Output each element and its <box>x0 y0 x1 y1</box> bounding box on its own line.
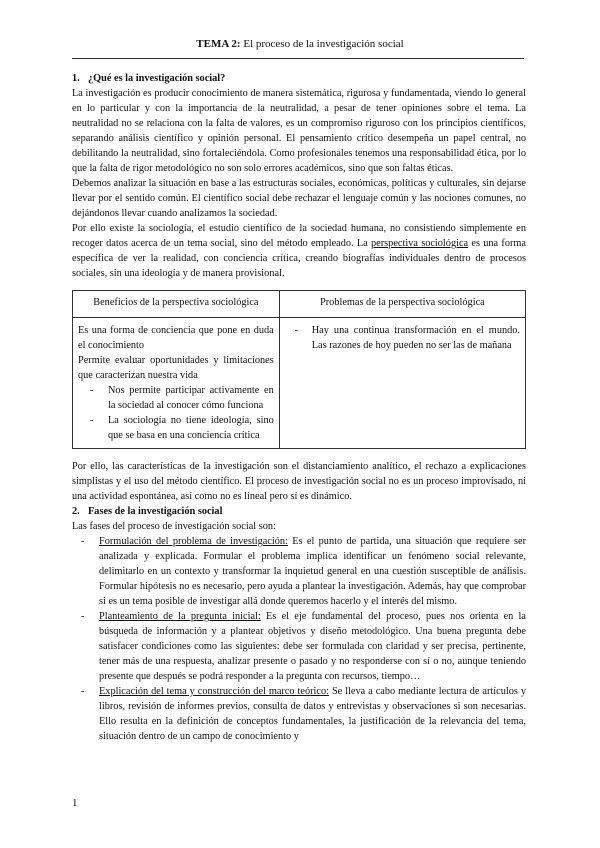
phase-text: Es el eje fundamental del proceso, pues nos orienta en la búsqueda de información y a plantear objetivos y diseño metodológico. Una buena pregunta debe satisfacer condiciones como las siguientes: debe ser formulada con claridad y ser precisa, pertinente, tener más de una respuesta, analizar presente o pasado y no responderse con sí o no, aunque teniendo presente que después se podrá responder a la pregunta con recursos, tiempo… <box>99 611 526 682</box>
benefits-header: Beneficios de la perspectiva sociológica <box>73 291 280 318</box>
dash-bullet: - <box>90 385 94 396</box>
sociology-text-after: es una forma específica de ver la realidad, con conciencia crítica, creando biografías individuales dentro de procesos sociales, sin una ideología y de manera provisional. <box>72 238 526 279</box>
list-item: - Hay una continua transformación en el mundo. Las razones de hoy pueden no ser las de mañana <box>294 325 520 351</box>
benefits-list <box>78 383 274 443</box>
document-body <box>72 71 526 744</box>
section1-paragraph-1: La investigación es producir conocimiento de manera sistemática, rigurosa y fundamentada, viendo lo general en lo particular y con la importancia de la neutralidad, a pesar de tener opiniones sobre el tema. La neutralidad no se relaciona con la falta de valores, es un compromiso riguroso con los principios científicos, separando análisis científico y opinión personal. El pensamiento crítico desempeña un papel central, no debilitando la neutralidad, sino fortaleciéndola. Como profesionales tenemos una responsabilidad ética, por lo que la falta de rigor metodológico no son solo errores académicos, sino que son faltas éticas. <box>72 88 526 174</box>
section1-number: 1. <box>72 73 80 84</box>
dash-bullet: - <box>294 325 299 336</box>
phase-item <box>72 684 526 744</box>
page-header <box>0 38 600 50</box>
sociology-text-before: Por ello existe la sociología, el estudio científico de la sociedad humana, no consistiendo simplemente en recoger datos acerca de un tema social, sino del método empleado. La <box>72 223 526 249</box>
phase-text: Es el punto de partida, una situación que requiere ser analizada y explicada. Formular el problema implica identificar un fenómeno social relevante, delimitarlo en un contexto y transformar la inquietud general en una cuestión susceptible de análisis. Formular hipótesis no es necesario, pero ayuda a plantear la investigación. Además, hay que comprobar si es un tema posible de investigar allá donde queremos hacerlo y el interés del mismo. <box>99 536 526 607</box>
table-body-row <box>73 318 526 449</box>
closing-paragraph: Por ello, las características de la investigación son el distanciamiento analítico, el rechazo a explicaciones simplistas y el uso del método científico. El proceso de investigación social no es un proceso improvisado, ni una actividad espontánea, así como no es lineal pero sí es dinámico. <box>72 461 526 502</box>
dash-bullet: - <box>81 686 85 697</box>
page-number: 1 <box>72 797 78 809</box>
benefit-line: Permite evaluar oportunidades y limitaciones que caracterizan nuestra vida <box>78 355 274 381</box>
header-divider <box>72 58 524 59</box>
benefit-line: Es una forma de conciencia que pone en duda el conocimiento <box>78 325 274 351</box>
dash-bullet: - <box>90 415 94 426</box>
section2-heading <box>72 504 526 519</box>
phase-item <box>72 609 526 684</box>
header-title-bold: TEMA 2: <box>196 38 241 50</box>
section1-title: ¿Qué es la investigación social? <box>88 73 226 84</box>
sociological-perspective-term: perspectiva sociológica <box>371 238 469 249</box>
table-header-row <box>73 291 526 318</box>
sociology-paragraph <box>72 221 526 281</box>
list-item: - La sociología no tiene ideología, sino que se basa en una conciencia crítica <box>90 415 274 441</box>
benefits-cell <box>73 318 280 449</box>
problems-header: Problemas de la perspectiva sociológica <box>279 291 525 318</box>
problems-list <box>285 323 520 353</box>
section2-number: 2. <box>72 506 80 517</box>
perspective-table <box>72 290 526 449</box>
dash-bullet: - <box>81 611 85 622</box>
phase-title: Formulación del problema de investigación: <box>99 536 288 547</box>
phase-title: Planteamiento de la pregunta inicial: <box>99 611 261 622</box>
problems-cell <box>279 318 525 449</box>
list-item: - Nos permite participar activamente en la sociedad al conocer cómo funciona <box>90 385 274 411</box>
section2-title: Fases de la investigación social <box>88 506 223 517</box>
section1-paragraph-2: Debemos analizar la situación en base a las estructuras sociales, económicas, políticas y culturales, sin dejarse llevar por el sentido común. El científico social debe rechazar el lenguaje común y las nociones comunes, no dejándonos llevar cuando analizamos la sociedad. <box>72 178 526 219</box>
section1-heading <box>72 71 526 86</box>
phase-title: Explicación del tema y construcción del marco teórico: <box>99 686 329 697</box>
phases-list <box>72 534 526 744</box>
section2-intro: Las fases del proceso de investigación social son: <box>72 521 276 532</box>
dash-bullet: - <box>81 536 85 547</box>
header-title-rest: El proceso de la investigación social <box>240 38 404 50</box>
phase-text: Se lleva a cabo mediante lectura de artículos y libros, revisión de informes previos, consulta de datos y entrevistas y observaciones si son necesarias. Ello resulta en la definición de conceptos fundamentales, la justificación de la relevancia del tema, situación dentro de un campo de conocimiento y <box>99 686 526 742</box>
phase-item <box>72 534 526 609</box>
